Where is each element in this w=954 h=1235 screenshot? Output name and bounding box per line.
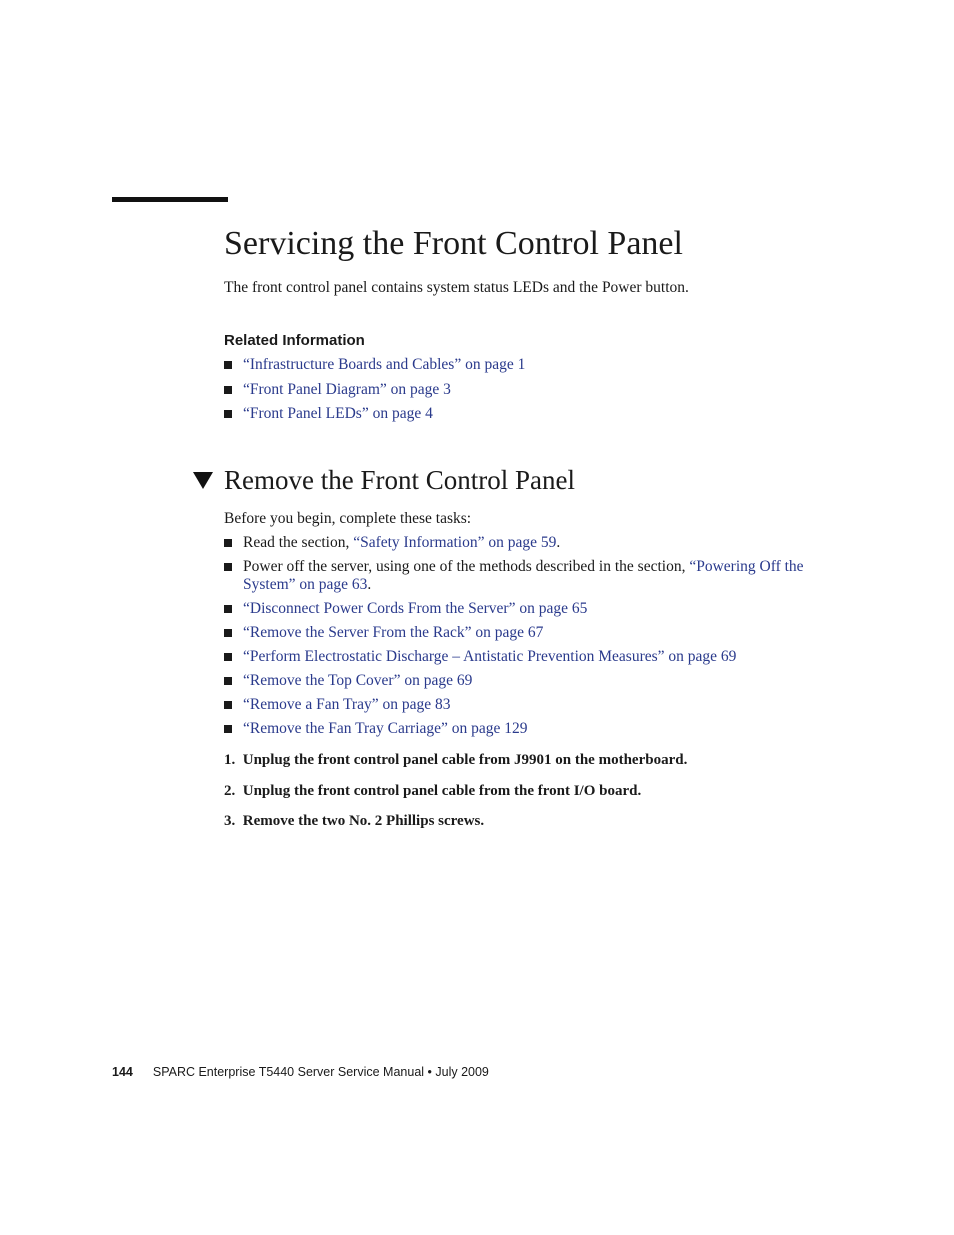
list-item (224, 624, 804, 642)
footer-text: SPARC Enterprise T5440 Server Service Manual • July 2009 (152, 1065, 489, 1079)
task-link-remove-server-from-rack[interactable]: “Remove the Server From the Rack” on page 67 (243, 624, 544, 641)
task-text-suffix: . (556, 534, 561, 551)
procedure-step: 1. Unplug the front control panel cable from J9901 on the motherboard. (224, 752, 688, 768)
task-link-electrostatic-discharge[interactable]: “Perform Electrostatic Discharge – Antistatic Prevention Measures” on page 69 (243, 648, 737, 665)
task-text: Power off the server, using one of the methods described in the section, (243, 558, 690, 575)
page-footer (112, 1064, 489, 1080)
task-link-remove-fan-tray-carriage[interactable]: “Remove the Fan Tray Carriage” on page 129 (243, 720, 528, 737)
bullet-square-icon (224, 386, 232, 394)
bullet-square-icon (224, 563, 232, 571)
related-information-list (224, 356, 525, 430)
bullet-square-icon (224, 361, 232, 369)
list-item (224, 381, 525, 406)
procedure-step: 3. Remove the two No. 2 Phillips screws. (224, 813, 485, 829)
bullet-square-icon (224, 701, 232, 709)
list-item (224, 720, 804, 738)
section-title: Servicing the Front Control Panel (224, 225, 683, 262)
related-link-front-panel-leds[interactable]: “Front Panel LEDs” on page 4 (243, 405, 433, 422)
procedure-steps (224, 751, 687, 843)
bullet-square-icon (224, 539, 232, 547)
related-link-infrastructure[interactable]: “Infrastructure Boards and Cables” on page 1 (243, 356, 526, 373)
list-item (224, 558, 804, 594)
list-item (224, 356, 525, 381)
procedure-step: 2. Unplug the front control panel cable from the front I/O board. (224, 782, 642, 799)
task-text-suffix: . (367, 576, 372, 593)
bullet-square-icon (224, 653, 232, 661)
task-link-disconnect-power-cords[interactable]: “Disconnect Power Cords From the Server” on page 65 (243, 600, 588, 617)
list-item (224, 696, 804, 714)
bullet-square-icon (224, 410, 232, 418)
task-link-powering-off[interactable]: “Powering Off the System” on page 63 (243, 558, 804, 593)
related-link-front-panel-diagram[interactable]: “Front Panel Diagram” on page 3 (243, 380, 451, 398)
prerequisite-task-list (224, 534, 804, 744)
task-link-remove-fan-tray[interactable]: “Remove a Fan Tray” on page 83 (243, 696, 451, 713)
task-link-remove-top-cover[interactable]: “Remove the Top Cover” on page 69 (243, 672, 473, 689)
chapter-rule (112, 197, 228, 202)
task-text: Read the section, (243, 534, 354, 551)
task-link-safety-information[interactable]: “Safety Information” on page 59 (353, 534, 557, 551)
related-information-heading: Related Information (224, 332, 365, 349)
list-item (224, 600, 804, 618)
bullet-square-icon (224, 629, 232, 637)
bullet-square-icon (224, 725, 232, 733)
procedure-title: Remove the Front Control Panel (224, 465, 575, 495)
section-intro: The front control panel contains system status LEDs and the Power button. (224, 279, 689, 296)
triangle-down-icon (193, 472, 213, 489)
prerequisite-intro: Before you begin, complete these tasks: (224, 510, 472, 527)
bullet-square-icon (224, 605, 232, 613)
list-item (224, 405, 525, 430)
bullet-square-icon (224, 677, 232, 685)
list-item (224, 534, 804, 552)
list-item (224, 648, 804, 666)
list-item (224, 672, 804, 690)
page-number: 144 (112, 1065, 133, 1079)
